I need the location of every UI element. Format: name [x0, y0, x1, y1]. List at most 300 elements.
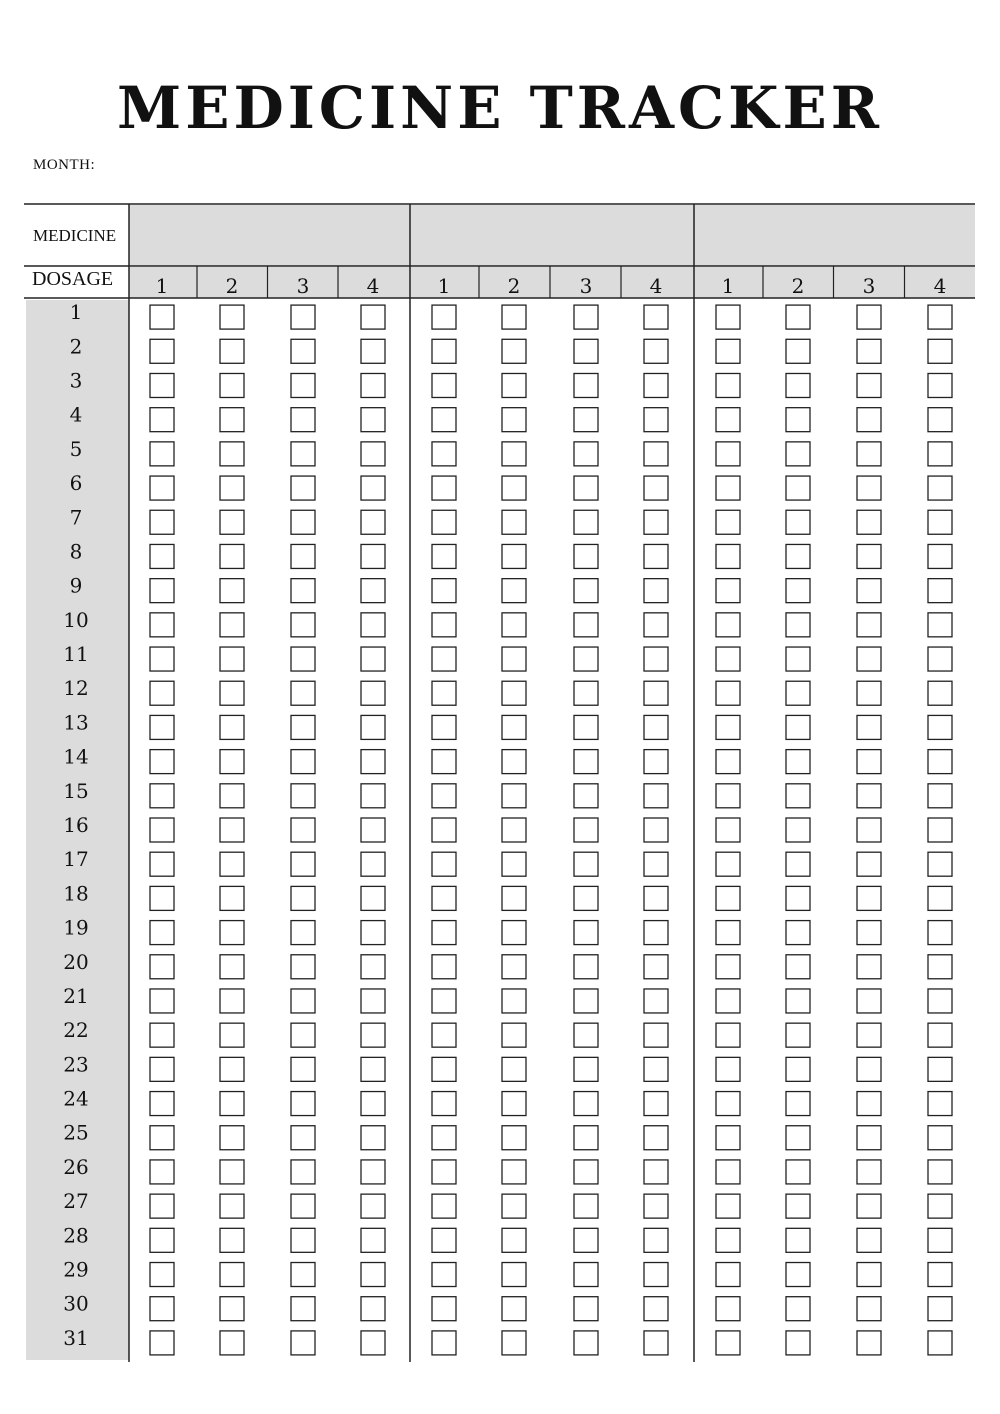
dose-checkbox[interactable] [220, 305, 244, 329]
dose-checkbox[interactable] [857, 476, 881, 500]
dose-checkbox[interactable] [857, 1057, 881, 1081]
dose-checkbox[interactable] [220, 1263, 244, 1287]
dose-checkbox[interactable] [220, 476, 244, 500]
dose-checkbox[interactable] [220, 681, 244, 705]
dose-checkbox[interactable] [786, 955, 810, 979]
dose-checkbox[interactable] [786, 1092, 810, 1116]
dose-checkbox[interactable] [716, 1057, 740, 1081]
dose-checkbox[interactable] [502, 305, 526, 329]
dose-checkbox[interactable] [432, 1092, 456, 1116]
dose-checkbox[interactable] [502, 1057, 526, 1081]
dose-checkbox[interactable] [644, 921, 668, 945]
dose-checkbox[interactable] [502, 886, 526, 910]
dose-checkbox[interactable] [857, 1297, 881, 1321]
dose-checkbox[interactable] [716, 305, 740, 329]
dose-checkbox[interactable] [361, 305, 385, 329]
dose-checkbox[interactable] [502, 1092, 526, 1116]
dose-checkbox[interactable] [857, 613, 881, 637]
dose-checkbox[interactable] [361, 544, 385, 568]
dose-checkbox[interactable] [574, 818, 598, 842]
dose-checkbox[interactable] [716, 408, 740, 432]
dose-checkbox[interactable] [857, 1194, 881, 1218]
dose-checkbox[interactable] [716, 1126, 740, 1150]
dose-checkbox[interactable] [928, 1160, 952, 1184]
dose-checkbox[interactable] [574, 408, 598, 432]
dose-checkbox[interactable] [150, 989, 174, 1013]
dose-checkbox[interactable] [220, 1194, 244, 1218]
dose-checkbox[interactable] [928, 1263, 952, 1287]
dose-checkbox[interactable] [220, 408, 244, 432]
dose-checkbox[interactable] [432, 408, 456, 432]
dose-checkbox[interactable] [786, 818, 810, 842]
dose-checkbox[interactable] [361, 373, 385, 397]
dose-checkbox[interactable] [716, 750, 740, 774]
dose-checkbox[interactable] [786, 305, 810, 329]
dose-checkbox[interactable] [644, 305, 668, 329]
dose-checkbox[interactable] [150, 510, 174, 534]
dose-checkbox[interactable] [432, 921, 456, 945]
dose-checkbox[interactable] [220, 1057, 244, 1081]
dose-checkbox[interactable] [502, 613, 526, 637]
dose-checkbox[interactable] [220, 373, 244, 397]
dose-checkbox[interactable] [716, 955, 740, 979]
dose-checkbox[interactable] [220, 989, 244, 1013]
dose-checkbox[interactable] [361, 1057, 385, 1081]
dose-checkbox[interactable] [644, 476, 668, 500]
dose-checkbox[interactable] [361, 339, 385, 363]
dose-checkbox[interactable] [716, 544, 740, 568]
dose-checkbox[interactable] [432, 510, 456, 534]
dose-checkbox[interactable] [432, 476, 456, 500]
dose-checkbox[interactable] [150, 955, 174, 979]
dose-checkbox[interactable] [786, 1228, 810, 1252]
dose-checkbox[interactable] [574, 613, 598, 637]
dose-checkbox[interactable] [361, 784, 385, 808]
dose-checkbox[interactable] [220, 750, 244, 774]
dose-checkbox[interactable] [786, 886, 810, 910]
dose-checkbox[interactable] [220, 647, 244, 671]
dose-checkbox[interactable] [502, 579, 526, 603]
dose-checkbox[interactable] [857, 818, 881, 842]
dose-checkbox[interactable] [574, 442, 598, 466]
dose-checkbox[interactable] [716, 442, 740, 466]
dose-checkbox[interactable] [928, 442, 952, 466]
dose-checkbox[interactable] [644, 613, 668, 637]
dose-checkbox[interactable] [574, 886, 598, 910]
dose-checkbox[interactable] [644, 408, 668, 432]
dose-checkbox[interactable] [220, 818, 244, 842]
dose-checkbox[interactable] [291, 579, 315, 603]
dose-checkbox[interactable] [857, 373, 881, 397]
dose-checkbox[interactable] [574, 1126, 598, 1150]
dose-checkbox[interactable] [644, 1023, 668, 1047]
dose-checkbox[interactable] [716, 1228, 740, 1252]
dose-checkbox[interactable] [150, 613, 174, 637]
dose-checkbox[interactable] [150, 1092, 174, 1116]
dose-checkbox[interactable] [786, 408, 810, 432]
dose-checkbox[interactable] [716, 1092, 740, 1116]
dose-checkbox[interactable] [786, 715, 810, 739]
dose-checkbox[interactable] [361, 989, 385, 1013]
dose-checkbox[interactable] [502, 818, 526, 842]
dose-checkbox[interactable] [644, 1331, 668, 1355]
dose-checkbox[interactable] [502, 1126, 526, 1150]
dose-checkbox[interactable] [857, 579, 881, 603]
dose-checkbox[interactable] [220, 510, 244, 534]
dose-checkbox[interactable] [220, 921, 244, 945]
dose-checkbox[interactable] [150, 715, 174, 739]
dose-checkbox[interactable] [361, 1160, 385, 1184]
dose-checkbox[interactable] [432, 339, 456, 363]
dose-checkbox[interactable] [857, 715, 881, 739]
dose-checkbox[interactable] [644, 339, 668, 363]
dose-checkbox[interactable] [574, 955, 598, 979]
dose-checkbox[interactable] [928, 1023, 952, 1047]
dose-checkbox[interactable] [857, 339, 881, 363]
dose-checkbox[interactable] [786, 579, 810, 603]
dose-checkbox[interactable] [716, 1331, 740, 1355]
dose-checkbox[interactable] [857, 1160, 881, 1184]
dose-checkbox[interactable] [574, 750, 598, 774]
dose-checkbox[interactable] [291, 715, 315, 739]
dose-checkbox[interactable] [220, 852, 244, 876]
dose-checkbox[interactable] [502, 784, 526, 808]
dose-checkbox[interactable] [857, 442, 881, 466]
dose-checkbox[interactable] [574, 989, 598, 1013]
dose-checkbox[interactable] [716, 784, 740, 808]
dose-checkbox[interactable] [150, 1331, 174, 1355]
dose-checkbox[interactable] [432, 1057, 456, 1081]
dose-checkbox[interactable] [432, 852, 456, 876]
dose-checkbox[interactable] [361, 1228, 385, 1252]
dose-checkbox[interactable] [291, 613, 315, 637]
dose-checkbox[interactable] [291, 681, 315, 705]
dose-checkbox[interactable] [150, 442, 174, 466]
dose-checkbox[interactable] [432, 784, 456, 808]
dose-checkbox[interactable] [361, 852, 385, 876]
dose-checkbox[interactable] [574, 647, 598, 671]
dose-checkbox[interactable] [574, 1092, 598, 1116]
dose-checkbox[interactable] [644, 1297, 668, 1321]
dose-checkbox[interactable] [857, 1092, 881, 1116]
dose-checkbox[interactable] [857, 544, 881, 568]
dose-checkbox[interactable] [857, 1126, 881, 1150]
dose-checkbox[interactable] [574, 339, 598, 363]
dose-checkbox[interactable] [502, 1263, 526, 1287]
dose-checkbox[interactable] [291, 1092, 315, 1116]
dose-checkbox[interactable] [150, 921, 174, 945]
dose-checkbox[interactable] [150, 681, 174, 705]
dose-checkbox[interactable] [786, 1263, 810, 1287]
dose-checkbox[interactable] [150, 784, 174, 808]
dose-checkbox[interactable] [786, 784, 810, 808]
dose-checkbox[interactable] [361, 408, 385, 432]
dose-checkbox[interactable] [432, 1126, 456, 1150]
dose-checkbox[interactable] [150, 1023, 174, 1047]
dose-checkbox[interactable] [432, 1297, 456, 1321]
dose-checkbox[interactable] [361, 579, 385, 603]
dose-checkbox[interactable] [291, 1228, 315, 1252]
dose-checkbox[interactable] [432, 647, 456, 671]
dose-checkbox[interactable] [432, 818, 456, 842]
dose-checkbox[interactable] [928, 784, 952, 808]
dose-checkbox[interactable] [786, 544, 810, 568]
dose-checkbox[interactable] [502, 510, 526, 534]
dose-checkbox[interactable] [928, 750, 952, 774]
dose-checkbox[interactable] [150, 476, 174, 500]
dose-checkbox[interactable] [928, 339, 952, 363]
dose-checkbox[interactable] [291, 647, 315, 671]
dose-checkbox[interactable] [644, 1092, 668, 1116]
dose-checkbox[interactable] [150, 818, 174, 842]
dose-checkbox[interactable] [716, 886, 740, 910]
dose-checkbox[interactable] [291, 955, 315, 979]
dose-checkbox[interactable] [291, 305, 315, 329]
dose-checkbox[interactable] [291, 339, 315, 363]
dose-checkbox[interactable] [857, 1331, 881, 1355]
dose-checkbox[interactable] [574, 476, 598, 500]
dose-checkbox[interactable] [786, 647, 810, 671]
dose-checkbox[interactable] [432, 442, 456, 466]
dose-checkbox[interactable] [786, 1057, 810, 1081]
checkbox-grid[interactable] [150, 305, 952, 1355]
dose-checkbox[interactable] [361, 613, 385, 637]
dose-checkbox[interactable] [502, 339, 526, 363]
dose-checkbox[interactable] [220, 955, 244, 979]
dose-checkbox[interactable] [644, 681, 668, 705]
dose-checkbox[interactable] [574, 681, 598, 705]
dose-checkbox[interactable] [786, 1331, 810, 1355]
dose-checkbox[interactable] [574, 1263, 598, 1287]
dose-checkbox[interactable] [150, 852, 174, 876]
dose-checkbox[interactable] [716, 1263, 740, 1287]
dose-checkbox[interactable] [502, 1297, 526, 1321]
dose-checkbox[interactable] [432, 1160, 456, 1184]
dose-checkbox[interactable] [786, 1297, 810, 1321]
dose-checkbox[interactable] [928, 1228, 952, 1252]
dose-checkbox[interactable] [432, 613, 456, 637]
dose-checkbox[interactable] [502, 442, 526, 466]
dose-checkbox[interactable] [857, 510, 881, 534]
dose-checkbox[interactable] [928, 886, 952, 910]
dose-checkbox[interactable] [644, 715, 668, 739]
dose-checkbox[interactable] [786, 339, 810, 363]
dose-checkbox[interactable] [361, 1194, 385, 1218]
dose-checkbox[interactable] [432, 750, 456, 774]
dose-checkbox[interactable] [786, 1126, 810, 1150]
dose-checkbox[interactable] [574, 1331, 598, 1355]
dose-checkbox[interactable] [291, 1263, 315, 1287]
dose-checkbox[interactable] [361, 476, 385, 500]
dose-checkbox[interactable] [928, 852, 952, 876]
dose-checkbox[interactable] [432, 1263, 456, 1287]
dose-checkbox[interactable] [150, 1057, 174, 1081]
dose-checkbox[interactable] [150, 373, 174, 397]
dose-checkbox[interactable] [928, 1331, 952, 1355]
dose-checkbox[interactable] [502, 852, 526, 876]
dose-checkbox[interactable] [220, 339, 244, 363]
dose-checkbox[interactable] [857, 408, 881, 432]
dose-checkbox[interactable] [150, 544, 174, 568]
dose-checkbox[interactable] [502, 476, 526, 500]
dose-checkbox[interactable] [928, 1057, 952, 1081]
dose-checkbox[interactable] [502, 1023, 526, 1047]
dose-checkbox[interactable] [716, 852, 740, 876]
dose-checkbox[interactable] [291, 544, 315, 568]
dose-checkbox[interactable] [361, 750, 385, 774]
dose-checkbox[interactable] [857, 305, 881, 329]
dose-checkbox[interactable] [502, 921, 526, 945]
dose-checkbox[interactable] [291, 921, 315, 945]
dose-checkbox[interactable] [432, 715, 456, 739]
dose-checkbox[interactable] [432, 989, 456, 1013]
dose-checkbox[interactable] [716, 613, 740, 637]
dose-checkbox[interactable] [361, 886, 385, 910]
dose-checkbox[interactable] [361, 715, 385, 739]
dose-checkbox[interactable] [502, 1331, 526, 1355]
dose-checkbox[interactable] [857, 852, 881, 876]
dose-checkbox[interactable] [786, 613, 810, 637]
dose-checkbox[interactable] [716, 579, 740, 603]
dose-checkbox[interactable] [361, 1297, 385, 1321]
dose-checkbox[interactable] [502, 544, 526, 568]
dose-checkbox[interactable] [857, 921, 881, 945]
dose-checkbox[interactable] [644, 784, 668, 808]
dose-checkbox[interactable] [502, 750, 526, 774]
dose-checkbox[interactable] [150, 1126, 174, 1150]
dose-checkbox[interactable] [928, 715, 952, 739]
dose-checkbox[interactable] [716, 989, 740, 1013]
dose-checkbox[interactable] [432, 579, 456, 603]
dose-checkbox[interactable] [432, 1331, 456, 1355]
dose-checkbox[interactable] [928, 989, 952, 1013]
dose-checkbox[interactable] [644, 510, 668, 534]
dose-checkbox[interactable] [857, 955, 881, 979]
dose-checkbox[interactable] [786, 373, 810, 397]
dose-checkbox[interactable] [716, 373, 740, 397]
dose-checkbox[interactable] [857, 1228, 881, 1252]
dose-checkbox[interactable] [220, 1023, 244, 1047]
dose-checkbox[interactable] [644, 373, 668, 397]
dose-checkbox[interactable] [786, 921, 810, 945]
dose-checkbox[interactable] [150, 1160, 174, 1184]
dose-checkbox[interactable] [786, 476, 810, 500]
dose-checkbox[interactable] [432, 1023, 456, 1047]
dose-checkbox[interactable] [361, 510, 385, 534]
dose-checkbox[interactable] [291, 1194, 315, 1218]
dose-checkbox[interactable] [432, 886, 456, 910]
dose-checkbox[interactable] [574, 921, 598, 945]
dose-checkbox[interactable] [291, 989, 315, 1013]
dose-checkbox[interactable] [220, 886, 244, 910]
dose-checkbox[interactable] [928, 1092, 952, 1116]
dose-checkbox[interactable] [786, 1194, 810, 1218]
dose-checkbox[interactable] [716, 476, 740, 500]
dose-checkbox[interactable] [150, 1228, 174, 1252]
dose-checkbox[interactable] [716, 1160, 740, 1184]
dose-checkbox[interactable] [574, 579, 598, 603]
dose-checkbox[interactable] [716, 339, 740, 363]
dose-checkbox[interactable] [150, 886, 174, 910]
dose-checkbox[interactable] [291, 784, 315, 808]
dose-checkbox[interactable] [716, 1023, 740, 1047]
dose-checkbox[interactable] [502, 681, 526, 705]
dose-checkbox[interactable] [928, 681, 952, 705]
dose-checkbox[interactable] [502, 1160, 526, 1184]
dose-checkbox[interactable] [574, 1023, 598, 1047]
dose-checkbox[interactable] [150, 750, 174, 774]
dose-checkbox[interactable] [150, 339, 174, 363]
dose-checkbox[interactable] [150, 647, 174, 671]
dose-checkbox[interactable] [644, 1057, 668, 1081]
dose-checkbox[interactable] [716, 510, 740, 534]
dose-checkbox[interactable] [150, 1297, 174, 1321]
dose-checkbox[interactable] [432, 1228, 456, 1252]
dose-checkbox[interactable] [502, 955, 526, 979]
dose-checkbox[interactable] [574, 510, 598, 534]
dose-checkbox[interactable] [928, 1194, 952, 1218]
dose-checkbox[interactable] [574, 715, 598, 739]
dose-checkbox[interactable] [361, 1023, 385, 1047]
dose-checkbox[interactable] [644, 818, 668, 842]
dose-checkbox[interactable] [220, 715, 244, 739]
dose-checkbox[interactable] [644, 852, 668, 876]
dose-checkbox[interactable] [574, 1297, 598, 1321]
dose-checkbox[interactable] [716, 1194, 740, 1218]
dose-checkbox[interactable] [220, 784, 244, 808]
dose-checkbox[interactable] [361, 681, 385, 705]
dose-checkbox[interactable] [644, 955, 668, 979]
dose-checkbox[interactable] [857, 681, 881, 705]
dose-checkbox[interactable] [644, 750, 668, 774]
dose-checkbox[interactable] [786, 510, 810, 534]
dose-checkbox[interactable] [361, 1263, 385, 1287]
dose-checkbox[interactable] [644, 989, 668, 1013]
dose-checkbox[interactable] [502, 715, 526, 739]
dose-checkbox[interactable] [644, 1194, 668, 1218]
dose-checkbox[interactable] [291, 373, 315, 397]
dose-checkbox[interactable] [502, 373, 526, 397]
dose-checkbox[interactable] [716, 647, 740, 671]
dose-checkbox[interactable] [786, 1160, 810, 1184]
dose-checkbox[interactable] [361, 647, 385, 671]
dose-checkbox[interactable] [291, 1057, 315, 1081]
dose-checkbox[interactable] [502, 408, 526, 432]
dose-checkbox[interactable] [786, 442, 810, 466]
dose-checkbox[interactable] [291, 1160, 315, 1184]
dose-checkbox[interactable] [857, 647, 881, 671]
dose-checkbox[interactable] [150, 1194, 174, 1218]
dose-checkbox[interactable] [928, 408, 952, 432]
dose-checkbox[interactable] [502, 989, 526, 1013]
dose-checkbox[interactable] [574, 305, 598, 329]
dose-checkbox[interactable] [291, 886, 315, 910]
dose-checkbox[interactable] [361, 955, 385, 979]
dose-checkbox[interactable] [220, 1331, 244, 1355]
dose-checkbox[interactable] [291, 1331, 315, 1355]
dose-checkbox[interactable] [291, 750, 315, 774]
dose-checkbox[interactable] [220, 544, 244, 568]
dose-checkbox[interactable] [786, 852, 810, 876]
dose-checkbox[interactable] [150, 579, 174, 603]
dose-checkbox[interactable] [716, 1297, 740, 1321]
dose-checkbox[interactable] [928, 1126, 952, 1150]
dose-checkbox[interactable] [432, 681, 456, 705]
dose-checkbox[interactable] [361, 1331, 385, 1355]
dose-checkbox[interactable] [574, 373, 598, 397]
dose-checkbox[interactable] [432, 1194, 456, 1218]
dose-checkbox[interactable] [928, 613, 952, 637]
